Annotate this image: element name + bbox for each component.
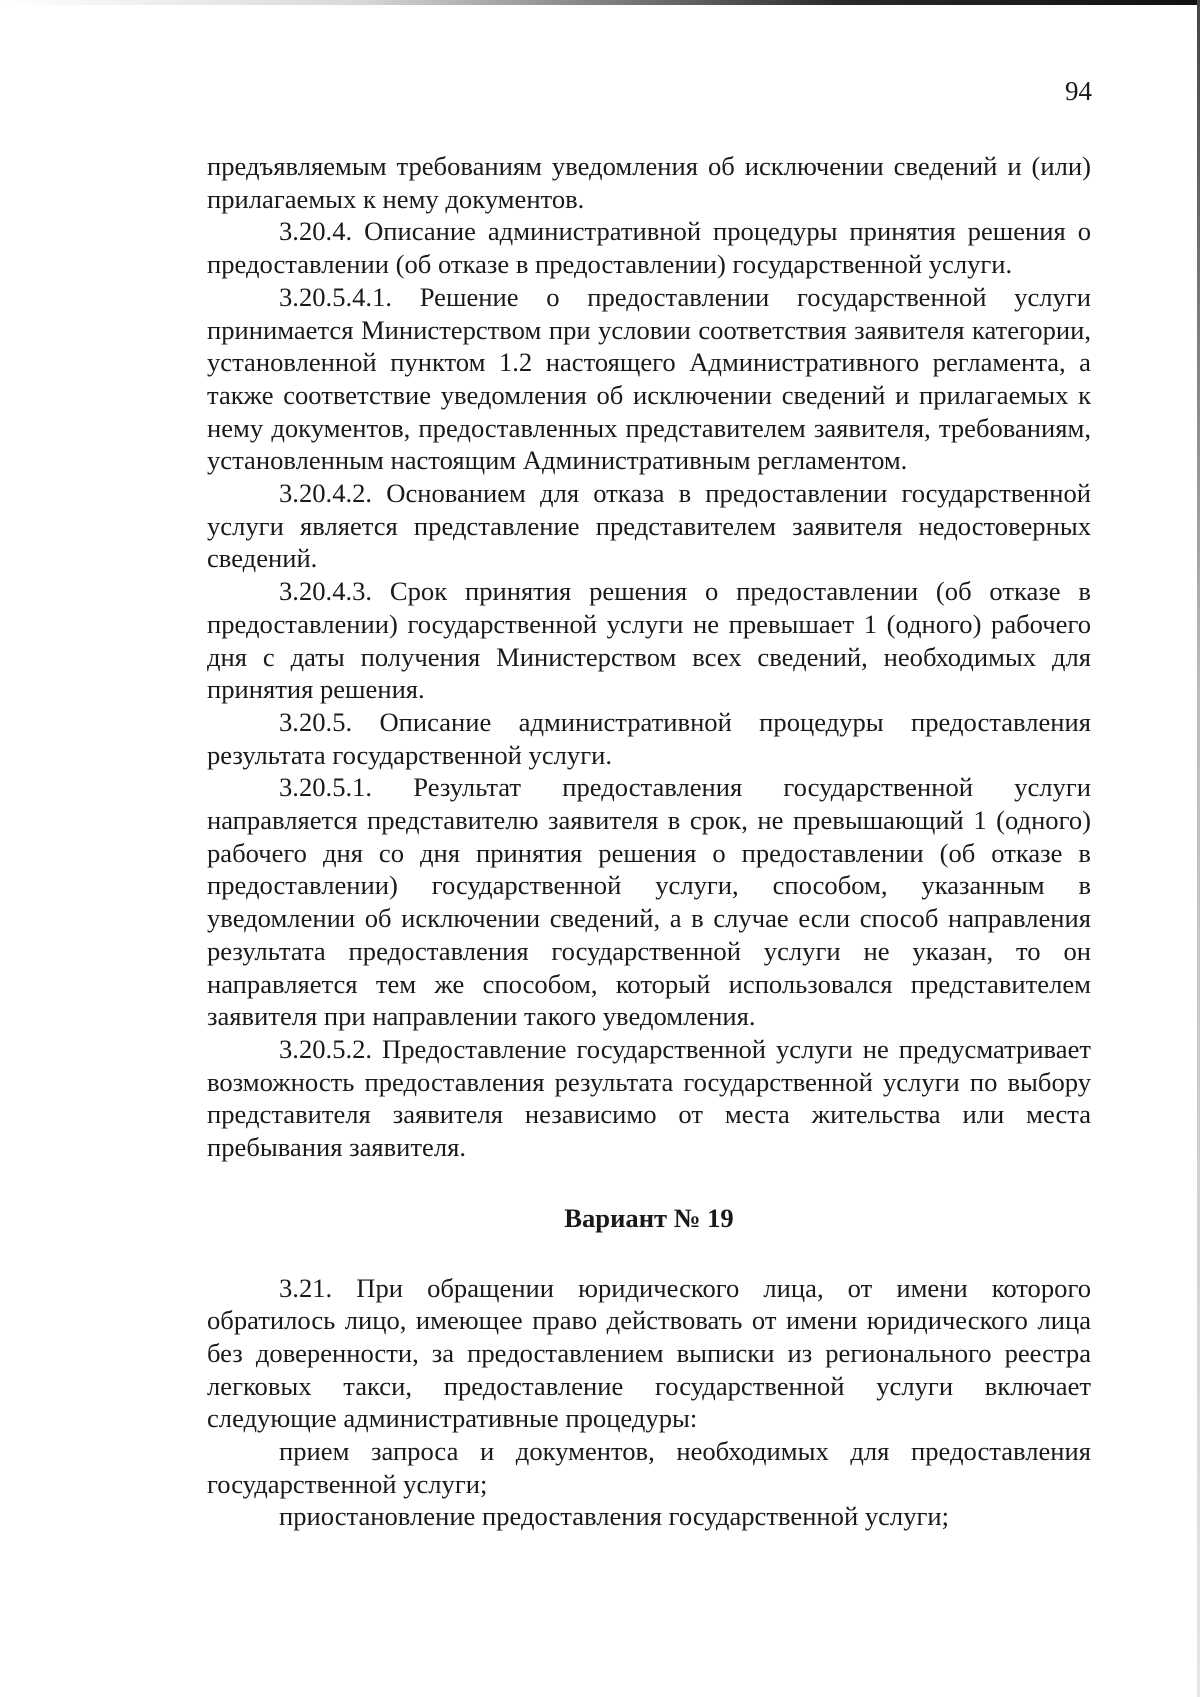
- paragraph-continuation: предъявляемым требованиям уведомления об исключении сведений и (или) прилагаемых к нему документов.: [207, 151, 1091, 214]
- paragraph-3-20-5-4-1: 3.20.5.4.1. Решение о предоставлении государственной услуги принимается Министерством при условии соответствия заявителя категории, установленной пунктом 1.2 настоящего Административного регламента, а также соответствие уведомления об исключении сведений и прилагаемых к нему документов, предоставленных представителем заявителя, требованиям, установленным настоящим Административным регламентом.: [207, 281, 1091, 476]
- page-number: 94: [1065, 76, 1092, 106]
- section-heading: Вариант № 19: [564, 1202, 734, 1233]
- document-body: [207, 150, 1091, 1533]
- paragraph-3-20-5: 3.20.5. Описание административной процедуры предоставления результата государственной услуги.: [207, 706, 1091, 770]
- scan-edge-top: [0, 0, 1200, 5]
- paragraph-3-21: 3.21. При обращении юридического лица, от имени которого обратилось лицо, имеющее право действовать от имени юридического лица без доверенности, за предоставлением выписки из регионального реестра легковых такси, предоставление государственной услуги включает следующие административные процедуры:: [207, 1272, 1091, 1434]
- paragraph-3-20-4-2: 3.20.4.2. Основанием для отказа в предоставлении государственной услуги является представление представителем заявителя недостоверных сведений.: [207, 478, 1091, 574]
- paragraph-3-20-5-1: 3.20.5.1. Результат предоставления государственной услуги направляется представителю заявителя в срок, не превышающий 1 (одного) рабочего дня со дня принятия решения о предоставлении (об отказе в предоставлении) государственной услуги, способом, указанным в уведомлении об исключении сведений, а в случае если способ направления результата предоставления государственной услуги не указан, то он направляется тем же способом, который использовался представителем заявителя при направлении такого уведомления.: [207, 772, 1091, 1032]
- list-item-procedure: прием запроса и документов, необходимых для предоставления государственной услуги;: [207, 1436, 1091, 1499]
- paragraph-3-20-4: 3.20.4. Описание административной процедуры принятия решения о предоставлении (об отказе в предоставлении) государственной услуги.: [207, 216, 1091, 280]
- paragraph-3-20-5-2: 3.20.5.2. Предоставление государственной услуги не предусматривает возможность предоставления результата государственной услуги по выбору представителя заявителя независимо от места жительства или места пребывания заявителя.: [207, 1033, 1091, 1163]
- list-item-procedure: приостановление предоставления государственной услуги;: [279, 1501, 950, 1532]
- paragraph-3-20-4-3: 3.20.4.3. Срок принятия решения о предоставлении (об отказе в предоставлении) государственной услуги не превышает 1 (одного) рабочего дня с даты получения Министерством всех сведений, необходимых для принятия решения.: [207, 576, 1091, 705]
